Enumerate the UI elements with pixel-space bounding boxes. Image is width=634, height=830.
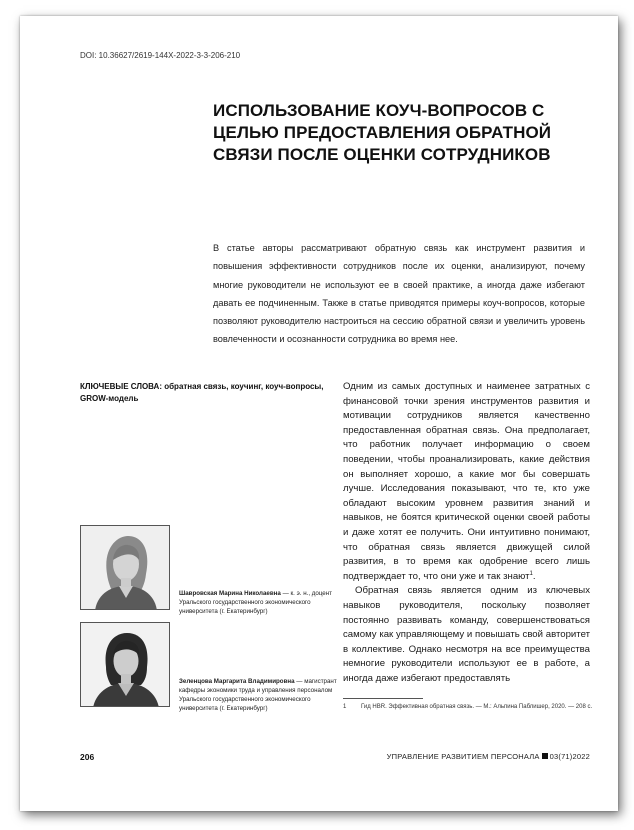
footnote bbox=[343, 703, 593, 711]
author-photo-2 bbox=[80, 622, 170, 707]
keywords: КЛЮЧЕВЫЕ СЛОВА: обратная связь, коучинг, коуч-вопросы, GROW-модель bbox=[80, 382, 324, 403]
journal-issue: 03(71)2022 bbox=[549, 752, 590, 761]
body-paragraph-2: Обратная связь является одним из ключевых навыков руководителя, поскольку позволяет постоянно развивать команду, совершенствоваться самому как управляющему и повышать свой авторитет в коллективе. Однако несмотря на все преимущества немногие руководители используют ее в работе, а иногда даже избегают предоставлять bbox=[343, 585, 590, 684]
doi: DOI: 10.36627/2619-144X-2022-3-3-206-210 bbox=[80, 51, 241, 60]
body-text bbox=[343, 380, 590, 686]
footnote-ref: 1 bbox=[529, 570, 533, 577]
journal-name: УПРАВЛЕНИЕ РАЗВИТИЕМ ПЕРСОНАЛА bbox=[386, 752, 540, 761]
author-1-name: Шавровская Марина Николаевна bbox=[179, 590, 281, 597]
author-2 bbox=[179, 677, 337, 713]
author-2-details: — магистрант кафедры экономики труда и управления персоналом Уральского государственного экономического университета (г. Екатеринбург) bbox=[179, 678, 337, 712]
journal-page bbox=[20, 16, 618, 811]
author-photo-1 bbox=[80, 525, 170, 610]
page-number: 206 bbox=[80, 752, 95, 762]
footnote-text: Гид HBR. Эффективная обратная связь. — М.: Альпина Паблишер, 2020. — 208 с. bbox=[361, 704, 593, 710]
author-2-name: Зеленцова Маргарита Владимировна bbox=[179, 678, 295, 685]
abstract: В статье авторы рассматривают обратную связь как инструмент развития и повышения эффективности сотрудников после их оценки, анализируют, почему многие руководители не используют ее в своей практике, а иногда даже избегают давать ее подчиненным. Также в статье приводятся примеры коуч-вопросов, которые позволяют руководителю настроиться на сессию обратной связи и увеличить уровень вовлеченности и осознанности сотрудника во время нее. bbox=[213, 243, 585, 345]
author-1-details: — к. э. н., доцент Уральского государственного экономического университета (г. Екатеринбург) bbox=[179, 590, 333, 615]
footnote-mark: 1 bbox=[343, 704, 347, 710]
author-1 bbox=[179, 589, 337, 616]
journal-footer bbox=[387, 752, 590, 761]
article-title: ИСПОЛЬЗОВАНИЕ КОУЧ-ВОПРОСОВ С ЦЕЛЬЮ ПРЕДОСТАВЛЕНИЯ ОБРАТНОЙ СВЯЗИ ПОСЛЕ ОЦЕНКИ СОТРУДНИКОВ bbox=[213, 101, 552, 164]
separator-square-icon bbox=[542, 753, 548, 759]
body-paragraph-1: Одним из самых доступных и наименее затратных с финансовой точки зрения инструментов развития и мотивации сотрудников является качественно предоставленная обратная связь. Она предполагает, что работник получает информацию о своем поведении, чтобы проанализировать, какие действия он выполняет хорошо, а какие мог бы совершать лучше. Исследования показывают, что те, кто уже обладают высоким уровнем развития знаний и навыков, не боятся критической оценки своей работы и даже хотят ее получить. Они интуитивно понимают, что обратная связь является движущей силой развития, в то время как одобрение всего лишь подтверждает то, что они уже и так знают$^1$. bbox=[343, 381, 590, 582]
footnote-rule bbox=[343, 698, 423, 699]
